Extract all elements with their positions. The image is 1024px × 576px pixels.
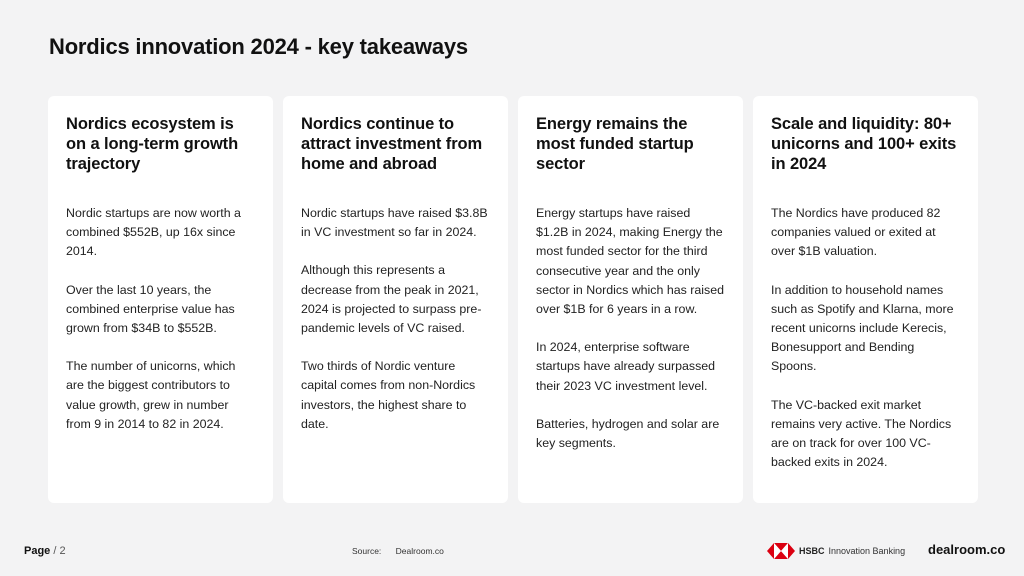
- card-heading: Nordics continue to attract investment from home and abroad: [301, 115, 483, 173]
- card-paragraph: The number of unicorns, which are the biggest contributors to value growth, grew in number from 9 in 2014 to 82 in 2024.: [66, 359, 236, 431]
- card-heading: Energy remains the most funded startup sector: [536, 115, 694, 173]
- hsbc-hexagon-icon: [767, 543, 795, 559]
- card-paragraph: Energy startups have raised $1.2B in 2024, making Energy the most funded sector for the third consecutive year and the only sector in Nordics which has raised over $1B for 6 years in a row.: [536, 206, 725, 317]
- card-paragraph: The VC-backed exit market remains very active. The Nordics are on track for over 100 VC-backed exits in 2024.: [771, 397, 952, 470]
- page-indicator: [24, 545, 66, 557]
- card-paragraph: Over the last 10 years, the combined enterprise value has grown from $34B to $552B.: [66, 282, 235, 336]
- page-number: / 2: [53, 545, 66, 557]
- page-label: Page: [24, 545, 51, 557]
- takeaway-card-scale: [753, 96, 978, 503]
- page-title: Nordics innovation 2024 - key takeaways: [49, 34, 468, 59]
- source-note: [352, 546, 444, 556]
- card-paragraph: The Nordics have produced 82 companies valued or exited at over $1B valuation.: [771, 206, 941, 259]
- card-heading: Scale and liquidity: 80+ unicorns and 100+ exits in 2024: [771, 115, 957, 173]
- card-paragraph: In addition to household names such as Spotify and Klarna, more recent unicorns include Kerecis, Bonesupport and Bending Spoons.: [771, 282, 954, 374]
- card-heading: Nordics ecosystem is on a long-term growth trajectory: [66, 115, 239, 173]
- card-paragraph: In 2024, enterprise software startups have already surpassed their 2023 VC investment level.: [536, 340, 716, 393]
- hsbc-name: HSBC: [799, 546, 825, 556]
- takeaway-card-ecosystem: [48, 96, 273, 503]
- takeaway-card-investment: [283, 96, 508, 503]
- dealroom-logo: dealroom.co: [928, 542, 1006, 557]
- source-value: Dealroom.co: [395, 546, 444, 556]
- hsbc-subtitle: Innovation Banking: [828, 546, 906, 556]
- card-paragraph: Nordic startups are now worth a combined $552B, up 16x since 2014.: [66, 206, 241, 259]
- hsbc-logo: [767, 543, 905, 559]
- card-paragraph: Two thirds of Nordic venture capital comes from non-Nordics investors, the highest share to date.: [301, 359, 476, 431]
- card-paragraph: Nordic startups have raised $3.8B in VC investment so far in 2024.: [301, 206, 488, 240]
- card-paragraph: Batteries, hydrogen and solar are key segments.: [536, 416, 720, 451]
- takeaway-cards: [48, 96, 978, 503]
- takeaway-card-energy: [518, 96, 743, 503]
- source-label: Source:: [352, 546, 382, 556]
- card-paragraph: Although this represents a decrease from the peak in 2021, 2024 is projected to surpass pre-pandemic levels of VC raised.: [301, 263, 482, 336]
